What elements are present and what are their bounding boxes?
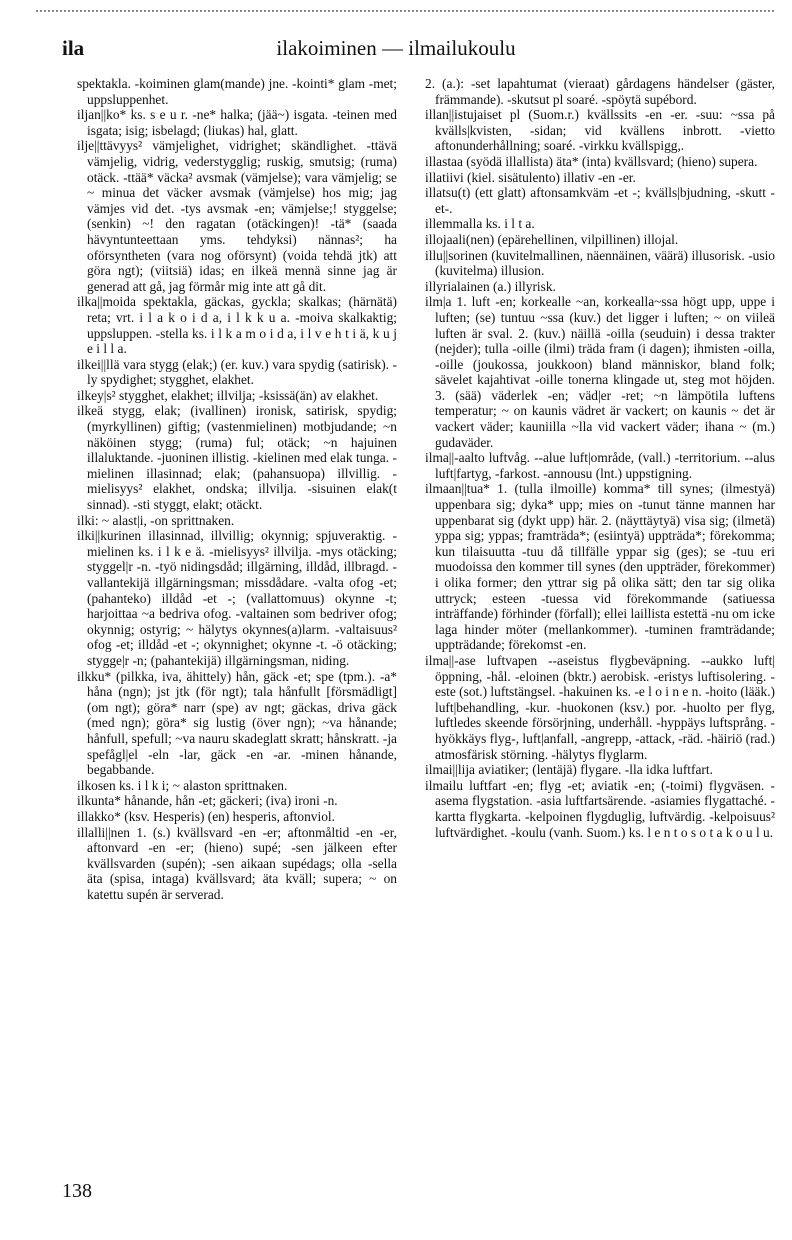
entry: ilma||-ase luftvapen --aseistus flygbeväpning. --aukko luft|öppning, -hål. -eloinen (bktr.) aerobisk. -eristys luftisolering. -este (sot.) luftstängsel. -hakuinen ks. -e l o i n e n. -hoito (lääk.) luft|behandling, -kur. -huokonen (ksv.) por. -huolto per flyg, luftledes skeende försörjning, underhåll. -hyppäys luftsprång. -hyökkäys flyg-, luft|anfall, -angrepp, -attack, -räd. -häiriö (rad.) atmosfärisk störning. -hälytys flyglarm. bbox=[425, 652, 775, 762]
entry: illojaali(nen) (epärehellinen, vilpillinen) illojal. bbox=[425, 231, 679, 247]
entry: illu||sorinen (kuvitelmallinen, näennäinen, väärä) illusorisk. -usio (kuvitelma) illusion. bbox=[425, 247, 775, 279]
entry: illyrialainen (a.) illyrisk. bbox=[425, 278, 556, 294]
entry: ilma||-aalto luftvåg. --alue luft|område, (vall.) -territorium. --alus luft|fartyg, -farkost. -annousu (lnt.) uppstigning. bbox=[425, 450, 775, 481]
entry: ilmai||lija aviatiker; (lentäjä) flygare. -lla idka luftfart. bbox=[425, 762, 713, 778]
entry: ilka||moida spektakla, gäckas, gyckla; skalkas; (härnätä) reta; vrt. i l a k o i d a, i l k k u a. -moiva skalkaktig; uppsluppen. -stella ks. i l k a m o i d a, i l v e h t i ä, k u j e i l l a. bbox=[77, 294, 397, 357]
guide-word: ila bbox=[62, 36, 85, 60]
entry: illan||istujaiset pl (Suom.r.) kvällssits -en -er. -suu: ~ssa på kvälls|kvisten, -sidan; vid kvällens inbrott. -vietto aftonunderhållning; soaré. -virkku kvällspigg,. bbox=[425, 107, 775, 154]
entry: ilje||ttävyys² vämjelighet, vidrighet; skändlighet. -ttävä vämjelig, vidrig, vederstygglig; ruskig, smutsig; (ruma) otäck. -ttää* väcka² avsmak (vämjelse); vara vämjelig; se ~ minua det väcker avsmak (vämjelse) hos mig; jag vämjes vid det. -tys avsmak -en; vämjelse;! styggelse; (senkin) ~! den ragatan (otäckingen)! -tä* (saada hävyntunteettaan yms. tehdyksi) nännas²; ha oförsyntheten (vara nog oförsynt) (voida tehdä jtk) att göra ngt); (viitsiä) idas; en ilkeä mennä sinne jag är generad att gå, jag förmår mig inte att gå dit. bbox=[77, 138, 397, 294]
entry: spektakla. -koiminen glam(mande) jne. -kointi* glam -met; uppsluppenhet. bbox=[77, 76, 397, 107]
entry: 2. (a.): -set lapahtumat (vieraat) gårdagens händelser (gäster, främmande). -skutsut pl soaré. -spöytä supébord. bbox=[425, 76, 775, 107]
entry: ilmaan||tua* 1. (tulla ilmoille) komma* till synes; (ilmestyä) uppenbara sig; dyka* upp; mies on -tunut tänne mannen har uppenbarat sig (dykt upp) här. 2. (näyttäytyä) visa sig; (ilmetä) yppa sig; yppas; framträda*; (esiintyä) uppträda*; förekomma; kun tilaisuutta -tuu då tillfälle yppar sig (ges); se -tuu eri muodoissa den kommer till synes (den uppträder, förekommer) i olika former; den yttrar sig på olika sätt; den tar sig olika uttryck; esteen -tuessa vid förekommande (satiuessa inträffande) förhinder (förfall); ellei laillista estettä -nu om icke laga hinder möter (mellankommer). -tuminen framträdande; uppträdande; förekomst -en. bbox=[425, 481, 775, 653]
entry: ilkku* (pilkka, iva, ähittely) hån, gäck -et; spe (tpm.). -a* håna (ngn); jst jtk (för ngt); tala hånfullt [försmädligt] (om ngt); göra* narr (spe) av ngt; gäckas, driva gäck (med ngn); göra* sig lustig (över ngn); ~va hånande; hånfull, spefull; ~va nauru skadeglatt skratt; hånskratt. -ja spefågl|el -eln -lar, gäck -en -ar. -minen hånande, begabbande. bbox=[77, 668, 397, 778]
entry: illemmalla ks. i l t a. bbox=[425, 216, 535, 232]
entry: ilkunta* hånande, hån -et; gäckeri; (iva) ironi -n. bbox=[77, 793, 338, 809]
entry: illakko* (ksv. Hesperis) (en) hesperis, aftonviol. bbox=[77, 808, 335, 824]
entry: illatsu(t) (ett glatt) aftonsamkväm -et -; kvälls|bjudning, -skutt -et-. bbox=[425, 185, 775, 216]
entry: ilki: ~ alast|i, -on sprittnaken. bbox=[77, 512, 235, 528]
page-header bbox=[0, 36, 792, 66]
right-column bbox=[425, 76, 775, 840]
page-range: ilakoiminen — ilmailukoulu bbox=[276, 36, 516, 60]
entry: illatiivi (kiel. sisätulento) illativ -en -er. bbox=[425, 169, 636, 185]
entry: iljan||ko* ks. s e u r. -ne* halka; (jää~) isgata. -teinen med isgata; isig; isbelagd; (liukas) hal, glatt. bbox=[77, 107, 397, 138]
page-number: 138 bbox=[62, 1180, 92, 1202]
top-border bbox=[36, 10, 774, 12]
entry: ilkey|s² stygghet, elakhet; illvilja; -ksissä(än) av elakhet. bbox=[77, 387, 379, 403]
entry: ilki||kurinen illasinnad, illvillig; okynnig; spjuveraktig. -mielinen ks. i l k e ä. -mielisyys² illvilja. -mys otäcking; styggel|r -n. -työ nidingsdåd; illgärning, illdåd, illbragd. -vallantekijä illgärningsman; missdådare. -valta ofog -et; (pahanteko) illdåd -et -; (vallattomuus) okynne -t; harjoittaa ~a bedriva ofog. -valtainen som bedriver ofog; okynnig; ostyrig; ~ hälytys okynnes(a)larm. -valtaisuus² ofog -et; illdåd -et -; okynnighet; okynne -t. -ö otäcking; stygge|r -n; (pahantekijä) illgärningsman, niding. bbox=[77, 528, 397, 668]
entry: ilkei||llä vara stygg (elak;) (er. kuv.) vara spydig (satirisk). -ly spydighet; stygghet, elakhet. bbox=[77, 356, 397, 388]
entry: ilkosen ks. i l k i; ~ alaston sprittnaken. bbox=[77, 777, 288, 793]
entry: illastaa (syödä illallista) äta* (inta) kvällsvard; (hieno) supera. bbox=[425, 153, 758, 169]
entry: ilmailu luftfart -en; flyg -et; aviatik -en; (-toimi) flygväsen. -asema flygstation. -asia luftfartsärende. -asiamies flygattaché. -kartta flygkarta. -kelpoinen flygduglig, luftvärdig. -kelpoisuus² luftvärdighet. -koulu (vanh. Suom.) ks. l e n t o s o t a k o u l u. bbox=[425, 777, 775, 840]
entry: illalli||nen 1. (s.) kvällsvard -en -er; aftonmåltid -en -er, aftonvard -en -er; (hieno) supé; -sen jälkeen efter kvällsvarden (supén); -sen aikaan supédags; olla -sella äta (spisa, intaga) kvällsvard; äta kväll; supera; ~ on katettu supén är serverad. bbox=[77, 824, 397, 902]
entry: ilkeä stygg, elak; (ivallinen) ironisk, satirisk, spydig; (myrkyllinen) giftig; (vastenmielinen) motbjudande; ~n näköinen stygg; (ruma) ful; otäck; ~n hajuinen illaluktande. -juoninen illistig. -kielinen med elak tunga. -mielinen illasinnad; elak; (pahansuopa) illvillig. -mielisyys² elakhet, ondska; illvilja. -sisuinen elak(t sinnad). -sti styggt, elakt; otäckt. bbox=[77, 403, 397, 513]
left-column bbox=[77, 76, 397, 902]
entry: ilm|a 1. luft -en; korkealle ~an, korkealla~ssa högt upp, uppe i luften; (se) tuntuu ~ssa (kuv.) det ligger i luften; ~ on viileä luften är sval. 2. (kuv.) näillä -oilla (seuduin) i dessa trakter (nejder); tulla -oille (ilmi) träda fram (i dagen); ihmisten -oilla, -oille (joukossa, joukkoon) bland människor, bland folk; sävelet kajahtivat -oille tonerna klingade ut, steg mot höjden. 3. (sää) väderlek -en; väd|er -ret; ~n lämpötila luftens temperatur; ~ on kaunis vädret är vackert; on kaunis ~ det är vackert väder; kauniilla ~lla vid vackert väder; ihana ~ (m.) gudaväder. bbox=[425, 294, 775, 450]
